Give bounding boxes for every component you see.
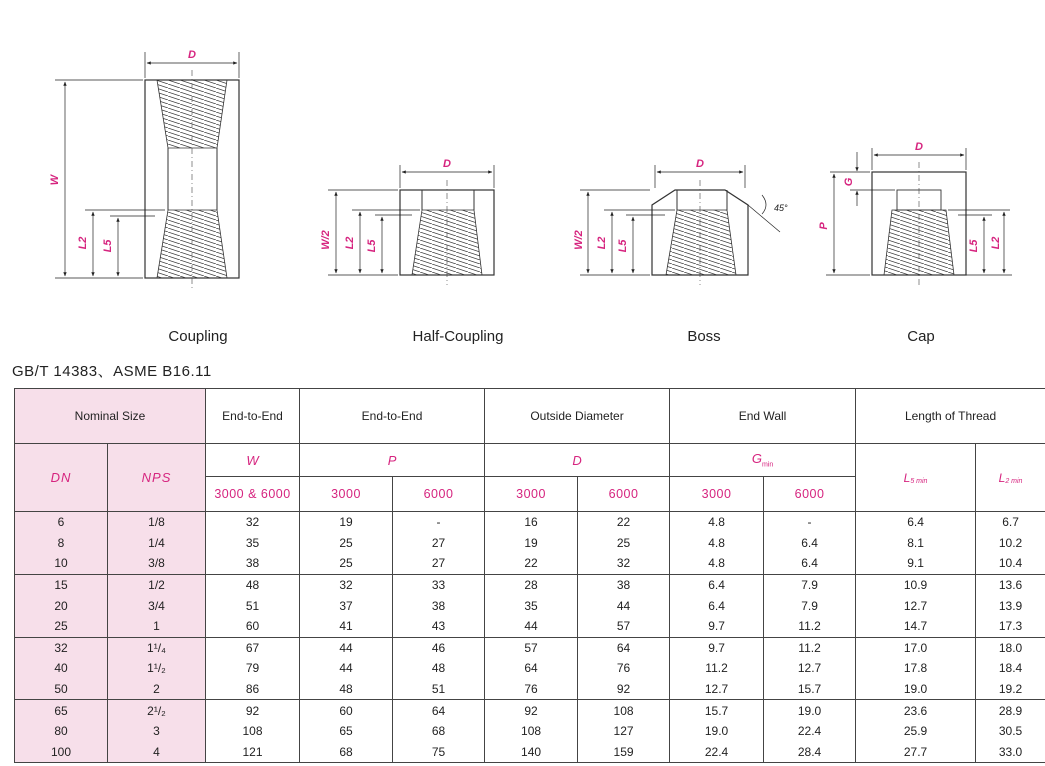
cell-l2: 10.4 (976, 553, 1045, 574)
cell-dn: 10 (15, 553, 108, 574)
coupling-dim-l5: L5 (102, 239, 114, 253)
cell-p3: 25 (300, 533, 393, 554)
cell-nps: 3 (108, 721, 206, 742)
cell-dn: 80 (15, 721, 108, 742)
cell-l2: 33.0 (976, 742, 1045, 763)
boss-dim-l5: L5 (617, 239, 629, 253)
cell-nps: 1¹/₂ (108, 658, 206, 679)
cell-g3: 4.8 (670, 553, 764, 574)
cell-d6: 57 (578, 616, 670, 637)
table-row (15, 595, 1045, 616)
symbol-g-sub: min (761, 461, 774, 469)
cell-d3: 16 (485, 512, 578, 533)
cell-d6: 159 (578, 742, 670, 763)
cell-g3: 4.8 (670, 533, 764, 554)
cell-nps: 3/4 (108, 595, 206, 616)
table-row (15, 553, 1045, 574)
end-to-end-w-header: End-to-End (206, 389, 300, 444)
cell-l5: 17.0 (856, 637, 976, 658)
cell-nps: 1/8 (108, 512, 206, 533)
l2-sub: 2 min (1005, 477, 1023, 485)
table-row (15, 574, 1045, 595)
cap-dim-l2: L2 (990, 236, 1002, 250)
cell-p3: 41 (300, 616, 393, 637)
cell-g3: 9.7 (670, 637, 764, 658)
cell-dn: 40 (15, 658, 108, 679)
cell-d3: 64 (485, 658, 578, 679)
l5-sub: 5 min (910, 477, 928, 485)
cell-l2: 6.7 (976, 512, 1045, 533)
cell-p3: 25 (300, 553, 393, 574)
table-row (15, 616, 1045, 637)
cell-w: 48 (206, 574, 300, 595)
class-w: 3000 & 6000 (206, 477, 300, 512)
cell-l5: 6.4 (856, 512, 976, 533)
cell-l2: 28.9 (976, 700, 1045, 721)
outside-diameter-header: Outside Diameter (485, 389, 670, 444)
cell-p3: 44 (300, 637, 393, 658)
standard-reference: GB/T 14383、ASME B16.11 (12, 363, 212, 380)
cell-nps: 3/8 (108, 553, 206, 574)
cell-dn: 32 (15, 637, 108, 658)
cell-p3: 65 (300, 721, 393, 742)
cell-g3: 11.2 (670, 658, 764, 679)
cell-p3: 37 (300, 595, 393, 616)
cell-g3: 15.7 (670, 700, 764, 721)
cell-d3: 22 (485, 553, 578, 574)
cell-d3: 108 (485, 721, 578, 742)
cell-d3: 19 (485, 533, 578, 554)
cell-g6: 7.9 (764, 574, 856, 595)
cell-d6: 44 (578, 595, 670, 616)
end-wall-header: End Wall (670, 389, 856, 444)
cell-dn: 65 (15, 700, 108, 721)
cell-g3: 6.4 (670, 574, 764, 595)
class-p-3000: 3000 (300, 477, 393, 512)
cell-l2: 19.2 (976, 679, 1045, 700)
cell-d3: 76 (485, 679, 578, 700)
nominal-size-header: Nominal Size (15, 389, 206, 444)
cell-l2: 18.0 (976, 637, 1045, 658)
coupling-caption: Coupling (168, 328, 228, 345)
cell-dn: 15 (15, 574, 108, 595)
cell-w: 121 (206, 742, 300, 763)
symbol-g-letter: G (751, 451, 762, 467)
coupling-drawing (49, 49, 239, 290)
cell-d6: 38 (578, 574, 670, 595)
length-of-thread-header: Length of Thread (856, 389, 1045, 444)
cell-w: 35 (206, 533, 300, 554)
cell-l5: 19.0 (856, 679, 976, 700)
cell-nps: 1/2 (108, 574, 206, 595)
cell-p6: 51 (393, 679, 485, 700)
cell-l5: 17.8 (856, 658, 976, 679)
cell-g6: 6.4 (764, 553, 856, 574)
cell-p6: 27 (393, 553, 485, 574)
cell-p6: 64 (393, 700, 485, 721)
cell-w: 79 (206, 658, 300, 679)
cell-w: 92 (206, 700, 300, 721)
half-coupling-dim-d: D (443, 158, 451, 170)
cell-p6: 33 (393, 574, 485, 595)
half-coupling-drawing (320, 158, 494, 285)
symbol-p: P (300, 444, 485, 477)
dimension-table (14, 388, 1045, 763)
cell-d6: 32 (578, 553, 670, 574)
cell-d6: 64 (578, 637, 670, 658)
l2-letter: L (998, 470, 1006, 485)
cell-l5: 23.6 (856, 700, 976, 721)
cell-l5: 27.7 (856, 742, 976, 763)
cell-g3: 9.7 (670, 616, 764, 637)
cell-d3: 28 (485, 574, 578, 595)
cell-w: 108 (206, 721, 300, 742)
cap-dim-d: D (915, 141, 923, 153)
cell-nps: 1 (108, 616, 206, 637)
cell-l5: 8.1 (856, 533, 976, 554)
class-d-3000: 3000 (485, 477, 578, 512)
cell-d6: 127 (578, 721, 670, 742)
cell-l5: 14.7 (856, 616, 976, 637)
cell-w: 38 (206, 553, 300, 574)
cell-p6: 68 (393, 721, 485, 742)
cell-g6: 11.2 (764, 616, 856, 637)
cell-d6: 92 (578, 679, 670, 700)
cell-g6: - (764, 512, 856, 533)
half-coupling-dim-w2: W/2 (320, 230, 332, 250)
cell-w: 67 (206, 637, 300, 658)
table-row (15, 658, 1045, 679)
cell-g3: 22.4 (670, 742, 764, 763)
cell-l2: 17.3 (976, 616, 1045, 637)
cell-dn: 100 (15, 742, 108, 763)
cell-dn: 20 (15, 595, 108, 616)
l2-header (976, 444, 1045, 512)
cell-p3: 68 (300, 742, 393, 763)
coupling-dim-w: W (49, 174, 61, 186)
cell-p3: 44 (300, 658, 393, 679)
table-row (15, 679, 1045, 700)
cell-p6: 27 (393, 533, 485, 554)
l5-header (856, 444, 976, 512)
table-row (15, 742, 1045, 763)
symbol-w: W (206, 444, 300, 477)
cell-p3: 60 (300, 700, 393, 721)
cell-p3: 48 (300, 679, 393, 700)
cell-g6: 15.7 (764, 679, 856, 700)
cell-l5: 9.1 (856, 553, 976, 574)
cell-d3: 57 (485, 637, 578, 658)
cell-nps: 1/4 (108, 533, 206, 554)
cell-p6: 46 (393, 637, 485, 658)
cell-dn: 50 (15, 679, 108, 700)
cell-w: 86 (206, 679, 300, 700)
cell-g6: 11.2 (764, 637, 856, 658)
class-g-3000: 3000 (670, 477, 764, 512)
boss-dim-w2: W/2 (573, 230, 585, 250)
cap-drawing (818, 141, 1012, 288)
cell-d6: 25 (578, 533, 670, 554)
cell-w: 51 (206, 595, 300, 616)
cell-nps: 4 (108, 742, 206, 763)
boss-caption: Boss (687, 328, 721, 345)
cell-p6: - (393, 512, 485, 533)
cap-dim-p: P (818, 222, 830, 230)
cell-p6: 43 (393, 616, 485, 637)
cell-l5: 25.9 (856, 721, 976, 742)
cell-l2: 13.6 (976, 574, 1045, 595)
half-coupling-dim-l5: L5 (366, 239, 378, 253)
cell-w: 60 (206, 616, 300, 637)
cell-p3: 19 (300, 512, 393, 533)
cell-g3: 6.4 (670, 595, 764, 616)
boss-drawing (573, 158, 788, 285)
cell-g6: 12.7 (764, 658, 856, 679)
cell-l5: 12.7 (856, 595, 976, 616)
cell-dn: 8 (15, 533, 108, 554)
cell-d3: 35 (485, 595, 578, 616)
cap-dim-g: G (843, 177, 855, 187)
cell-p6: 75 (393, 742, 485, 763)
cell-g3: 19.0 (670, 721, 764, 742)
symbol-d: D (485, 444, 670, 477)
l5-letter: L (903, 470, 911, 485)
cell-p3: 32 (300, 574, 393, 595)
cell-p6: 48 (393, 658, 485, 679)
boss-dim-l2: L2 (596, 236, 608, 250)
nps-header: NPS (108, 444, 206, 512)
table-row (15, 700, 1045, 721)
cell-l2: 30.5 (976, 721, 1045, 742)
boss-dim-d: D (696, 158, 704, 170)
cell-d6: 76 (578, 658, 670, 679)
cell-dn: 25 (15, 616, 108, 637)
table-row (15, 721, 1045, 742)
half-coupling-caption: Half-Coupling (412, 328, 504, 345)
table-body (15, 512, 1045, 763)
cell-d3: 44 (485, 616, 578, 637)
symbol-g (670, 444, 856, 477)
end-to-end-p-header: End-to-End (300, 389, 485, 444)
table-row (15, 637, 1045, 658)
dn-header: DN (15, 444, 108, 512)
coupling-dim-d: D (188, 49, 196, 61)
cell-d3: 92 (485, 700, 578, 721)
cell-d6: 108 (578, 700, 670, 721)
table-row (15, 533, 1045, 554)
class-d-6000: 6000 (578, 477, 670, 512)
cell-g6: 6.4 (764, 533, 856, 554)
cell-g6: 28.4 (764, 742, 856, 763)
cell-g3: 4.8 (670, 512, 764, 533)
class-p-6000: 6000 (393, 477, 485, 512)
table-row (15, 512, 1045, 533)
cell-l2: 18.4 (976, 658, 1045, 679)
cell-nps: 2 (108, 679, 206, 700)
cell-g6: 19.0 (764, 700, 856, 721)
cell-nps: 2¹/₂ (108, 700, 206, 721)
cell-d6: 22 (578, 512, 670, 533)
cell-nps: 1¹/₄ (108, 637, 206, 658)
cap-caption: Cap (907, 328, 935, 345)
cell-l2: 13.9 (976, 595, 1045, 616)
class-g-6000: 6000 (764, 477, 856, 512)
cell-l5: 10.9 (856, 574, 976, 595)
cell-g6: 22.4 (764, 721, 856, 742)
cap-dim-l5: L5 (968, 239, 980, 253)
cell-dn: 6 (15, 512, 108, 533)
cell-w: 32 (206, 512, 300, 533)
boss-dim-angle: 45° (774, 203, 788, 213)
half-coupling-dim-l2: L2 (344, 236, 356, 250)
cell-g3: 12.7 (670, 679, 764, 700)
coupling-dim-l2: L2 (77, 236, 89, 250)
cell-d3: 140 (485, 742, 578, 763)
cell-p6: 38 (393, 595, 485, 616)
fitting-drawings (0, 0, 1045, 300)
cell-l2: 10.2 (976, 533, 1045, 554)
cell-g6: 7.9 (764, 595, 856, 616)
